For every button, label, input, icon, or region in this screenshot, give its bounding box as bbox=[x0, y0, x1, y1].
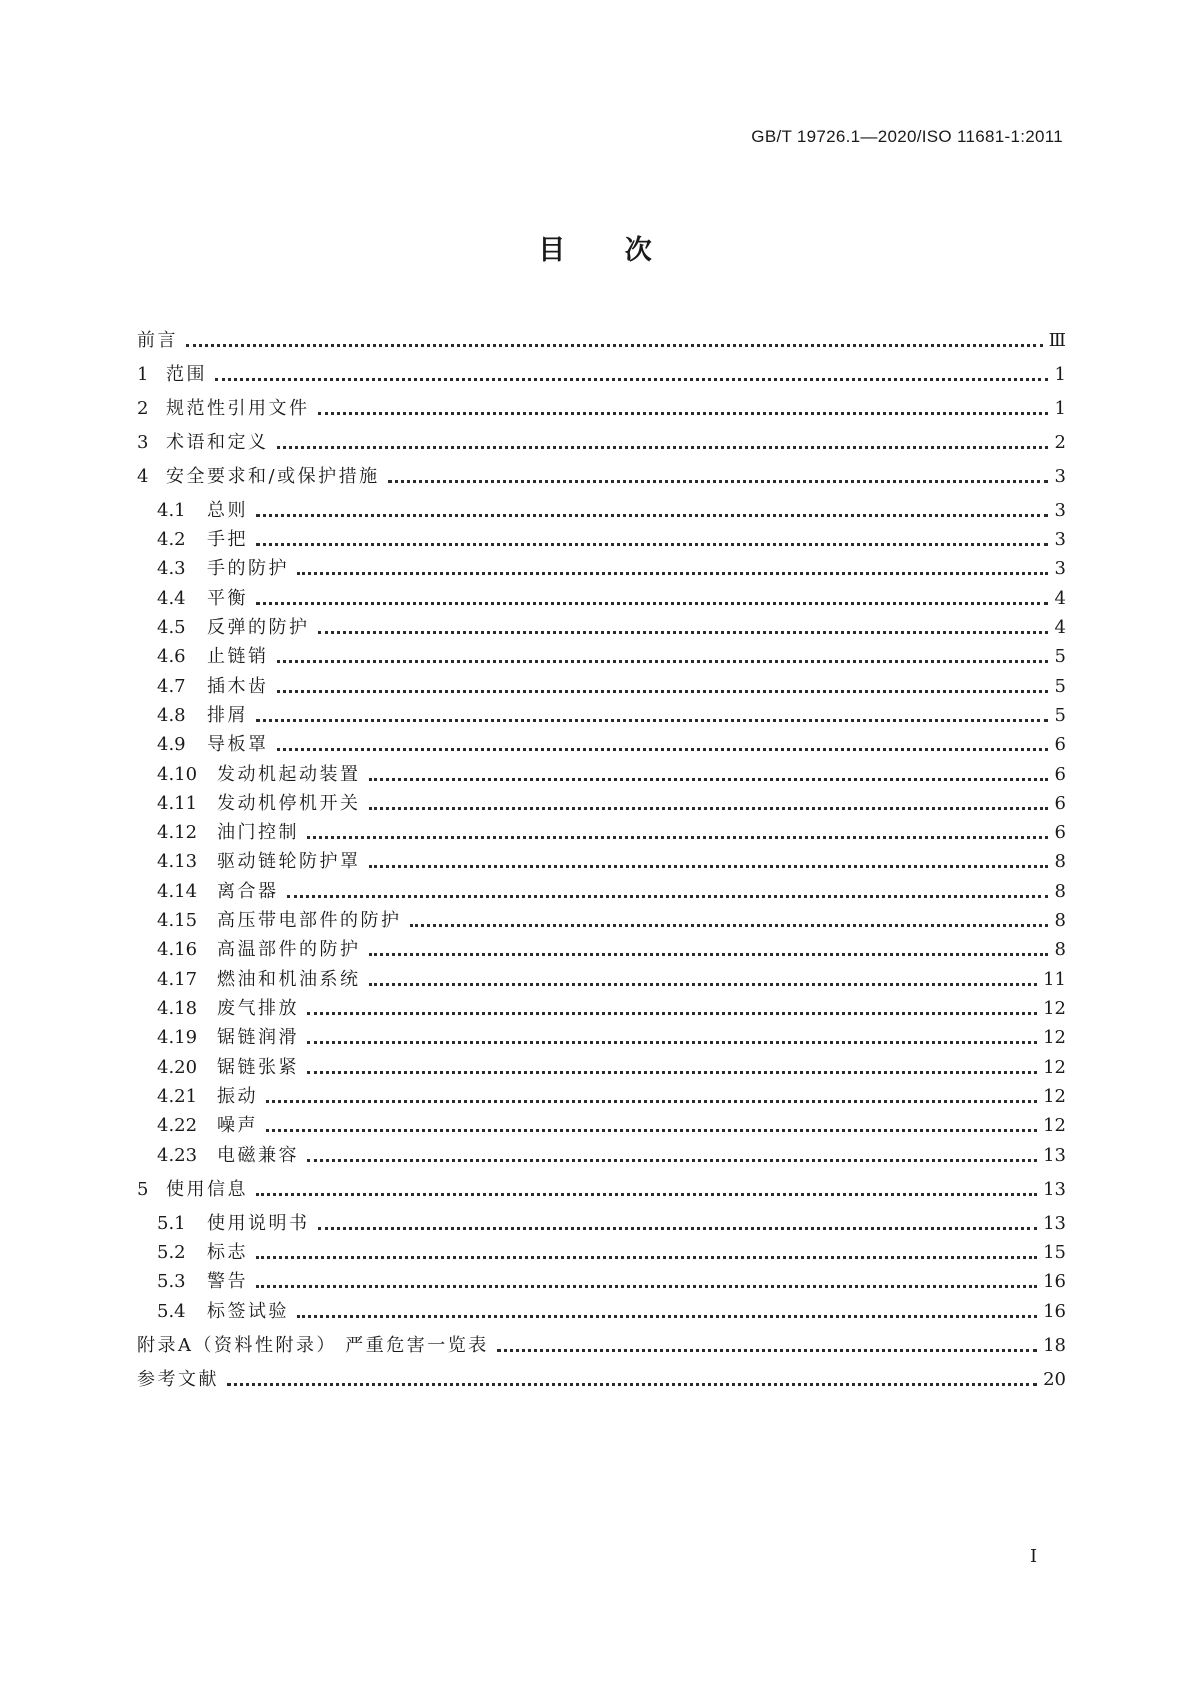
toc-entry-label: 锯链张紧 bbox=[217, 1057, 299, 1078]
toc-entry[interactable] bbox=[157, 732, 1066, 758]
toc-entry-number: 4.12 bbox=[157, 822, 198, 843]
toc-dot-leader bbox=[277, 690, 1049, 693]
toc-entry-label: 高温部件的防护 bbox=[217, 939, 361, 960]
toc-entry-label: 前言 bbox=[137, 330, 178, 351]
toc-entry-label: 标志 bbox=[207, 1242, 248, 1263]
toc-entry-number: 2 bbox=[137, 398, 149, 419]
toc-dot-leader bbox=[256, 602, 1048, 605]
toc-entry-page: 5 bbox=[1054, 676, 1066, 697]
toc-entry-label: 使用信息 bbox=[166, 1179, 248, 1200]
toc-entry-page: 1 bbox=[1054, 398, 1066, 419]
toc-dot-leader bbox=[256, 1256, 1037, 1259]
toc-entry[interactable] bbox=[157, 879, 1066, 905]
page-number: I bbox=[1030, 1546, 1038, 1567]
toc-entry[interactable] bbox=[137, 396, 1066, 422]
toc-entry-label: 手把 bbox=[207, 529, 248, 550]
toc-entry[interactable] bbox=[157, 1211, 1066, 1237]
toc-entry-label: 警告 bbox=[207, 1271, 248, 1292]
toc-entry-number: 4.3 bbox=[157, 558, 186, 579]
toc-entry-page: 13 bbox=[1043, 1213, 1066, 1234]
toc-entry-number: 4.1 bbox=[157, 500, 186, 521]
toc-entry[interactable] bbox=[157, 674, 1066, 700]
toc-dot-leader bbox=[256, 1285, 1037, 1288]
toc-entry-label: 规范性引用文件 bbox=[166, 398, 310, 419]
toc-entry-page: 5 bbox=[1054, 646, 1066, 667]
toc-entry-label: 平衡 bbox=[207, 588, 248, 609]
toc-entry-number: 4.5 bbox=[157, 617, 186, 638]
toc-entry-label: 锯链润滑 bbox=[217, 1027, 299, 1048]
toc-entry[interactable] bbox=[157, 967, 1066, 993]
toc-entry[interactable] bbox=[157, 1269, 1066, 1295]
toc-entry-label: 高压带电部件的防护 bbox=[217, 910, 402, 931]
toc-entry[interactable] bbox=[157, 586, 1066, 612]
toc-entry[interactable] bbox=[157, 527, 1066, 553]
toc-entry-page: 5 bbox=[1054, 705, 1066, 726]
toc-dot-leader bbox=[307, 1012, 1037, 1015]
toc-dot-leader bbox=[318, 1227, 1038, 1230]
toc-entry-label: 手的防护 bbox=[207, 558, 289, 579]
toc-entry-number: 4.20 bbox=[157, 1057, 198, 1078]
toc-entry[interactable] bbox=[157, 1113, 1066, 1139]
toc-dot-leader bbox=[277, 748, 1049, 751]
toc-entry-page: 12 bbox=[1043, 1086, 1066, 1107]
toc-dot-leader bbox=[256, 543, 1048, 546]
toc-entry-page: 6 bbox=[1054, 822, 1066, 843]
toc-entry[interactable] bbox=[137, 430, 1066, 456]
toc-entry[interactable] bbox=[157, 615, 1066, 641]
toc-dot-leader bbox=[307, 836, 1048, 839]
toc-entry-number: 4.15 bbox=[157, 910, 198, 931]
toc-entry[interactable] bbox=[157, 1299, 1066, 1325]
toc-entry-label: 范围 bbox=[166, 364, 207, 385]
toc-entry[interactable] bbox=[157, 1084, 1066, 1110]
toc-entry[interactable] bbox=[157, 498, 1066, 524]
toc-dot-leader bbox=[369, 807, 1049, 810]
toc-entry-label: 废气排放 bbox=[217, 998, 299, 1019]
toc-entry-label: 发动机起动装置 bbox=[217, 764, 361, 785]
toc-entry-label: 离合器 bbox=[217, 881, 279, 902]
toc-entry[interactable] bbox=[157, 644, 1066, 670]
toc-entry-label: 插木齿 bbox=[207, 676, 269, 697]
toc-entry-number: 5.4 bbox=[157, 1301, 186, 1322]
toc-entry-number: 4 bbox=[137, 466, 149, 487]
toc-entry-page: 6 bbox=[1054, 734, 1066, 755]
toc-entry-label: 排屑 bbox=[207, 705, 248, 726]
toc-entry-label: 使用说明书 bbox=[207, 1213, 310, 1234]
toc-entry[interactable] bbox=[157, 996, 1066, 1022]
toc-entry-page: 3 bbox=[1054, 529, 1066, 550]
toc-entry-page: 4 bbox=[1054, 617, 1066, 638]
toc-dot-leader bbox=[266, 1100, 1037, 1103]
toc-dot-leader bbox=[227, 1383, 1037, 1386]
toc-entry-page: 3 bbox=[1054, 466, 1066, 487]
toc-entry-page: 12 bbox=[1043, 1057, 1066, 1078]
toc-entry[interactable] bbox=[157, 1025, 1066, 1051]
toc-dot-leader bbox=[287, 895, 1049, 898]
toc-entry-label: 燃油和机油系统 bbox=[217, 969, 361, 990]
toc-dot-leader bbox=[277, 446, 1049, 449]
toc-dot-leader bbox=[369, 778, 1049, 781]
toc-entry-page: 15 bbox=[1043, 1242, 1066, 1263]
toc-entry-page: 3 bbox=[1054, 500, 1066, 521]
toc-dot-leader bbox=[369, 865, 1049, 868]
toc-entry-page: 12 bbox=[1043, 1115, 1066, 1136]
toc-entry[interactable] bbox=[137, 1333, 1066, 1359]
toc-entry-number: 4.22 bbox=[157, 1115, 198, 1136]
toc-entry-page: 18 bbox=[1043, 1335, 1066, 1356]
toc-entry-page: 4 bbox=[1054, 588, 1066, 609]
toc-dot-leader bbox=[318, 631, 1049, 634]
toc-entry[interactable] bbox=[157, 556, 1066, 582]
toc-dot-leader bbox=[256, 514, 1048, 517]
toc-entry-number: 3 bbox=[137, 432, 149, 453]
toc-entry-number: 5 bbox=[137, 1179, 149, 1200]
toc-entry-number: 1 bbox=[137, 364, 149, 385]
toc-entry-number: 4.11 bbox=[157, 793, 198, 814]
toc-entry[interactable] bbox=[157, 762, 1066, 788]
toc-entry-page: 8 bbox=[1054, 881, 1066, 902]
toc-entry-page: 16 bbox=[1043, 1271, 1066, 1292]
toc-entry-label: 发动机停机开关 bbox=[217, 793, 361, 814]
toc-entry-label: 振动 bbox=[217, 1086, 258, 1107]
toc-entry-page: 3 bbox=[1054, 558, 1066, 579]
toc-entry-label: 附录A（资料性附录） 严重危害一览表 bbox=[137, 1335, 489, 1356]
toc-entry-label: 油门控制 bbox=[217, 822, 299, 843]
toc-entry[interactable] bbox=[157, 820, 1066, 846]
toc-entry-label: 安全要求和/或保护措施 bbox=[166, 466, 380, 487]
toc-entry-number: 4.19 bbox=[157, 1027, 198, 1048]
toc-entry-page: 8 bbox=[1054, 939, 1066, 960]
toc-entry[interactable] bbox=[157, 1143, 1066, 1169]
toc-entry-label: 电磁兼容 bbox=[217, 1145, 299, 1166]
toc-entry-number: 4.10 bbox=[157, 764, 198, 785]
toc-entry-page: Ⅲ bbox=[1048, 330, 1066, 351]
toc-entry-page: 12 bbox=[1043, 1027, 1066, 1048]
toc-entry[interactable] bbox=[157, 908, 1066, 934]
toc-entry-label: 止链销 bbox=[207, 646, 269, 667]
toc-dot-leader bbox=[215, 378, 1048, 381]
toc-entry-number: 5.1 bbox=[157, 1213, 186, 1234]
toc-dot-leader bbox=[186, 344, 1043, 347]
toc-entry-label: 术语和定义 bbox=[166, 432, 269, 453]
toc-dot-leader bbox=[318, 412, 1049, 415]
toc-dot-leader bbox=[369, 953, 1049, 956]
toc-entry[interactable] bbox=[157, 849, 1066, 875]
toc-entry[interactable] bbox=[157, 1055, 1066, 1081]
toc-entry-number: 4.9 bbox=[157, 734, 186, 755]
toc-entry-page: 13 bbox=[1043, 1179, 1066, 1200]
toc-entry-label: 反弹的防护 bbox=[207, 617, 310, 638]
toc-dot-leader bbox=[388, 480, 1048, 483]
toc-entry[interactable] bbox=[137, 1367, 1066, 1393]
toc-entry-label: 噪声 bbox=[217, 1115, 258, 1136]
toc-entry-number: 4.17 bbox=[157, 969, 198, 990]
toc-dot-leader bbox=[256, 1193, 1037, 1196]
toc-entry-page: 13 bbox=[1043, 1145, 1066, 1166]
page-title: 目 次 bbox=[538, 235, 653, 266]
toc-dot-leader bbox=[369, 983, 1038, 986]
toc-entry[interactable] bbox=[137, 328, 1066, 354]
toc-entry-number: 4.4 bbox=[157, 588, 186, 609]
toc-entry-page: 6 bbox=[1054, 793, 1066, 814]
toc-dot-leader bbox=[297, 572, 1048, 575]
toc-entry-number: 4.8 bbox=[157, 705, 186, 726]
toc-entry-number: 4.6 bbox=[157, 646, 186, 667]
toc-entry-number: 4.21 bbox=[157, 1086, 198, 1107]
toc-entry-page: 1 bbox=[1054, 364, 1066, 385]
toc-entry-number: 4.2 bbox=[157, 529, 186, 550]
toc-dot-leader bbox=[266, 1129, 1037, 1132]
toc-entry-number: 4.18 bbox=[157, 998, 198, 1019]
toc-entry-page: 8 bbox=[1054, 910, 1066, 931]
toc-entry[interactable] bbox=[137, 362, 1066, 388]
toc-dot-leader bbox=[256, 719, 1048, 722]
toc-entry-label: 参考文献 bbox=[137, 1369, 219, 1390]
toc-entry-number: 5.2 bbox=[157, 1242, 186, 1263]
toc-dot-leader bbox=[497, 1349, 1037, 1352]
toc-entry-label: 总则 bbox=[207, 500, 248, 521]
toc-dot-leader bbox=[307, 1159, 1037, 1162]
toc-dot-leader bbox=[297, 1315, 1037, 1318]
toc-entry-label: 导板罩 bbox=[207, 734, 269, 755]
toc-entry-number: 4.7 bbox=[157, 676, 186, 697]
toc-entry-label: 驱动链轮防护罩 bbox=[217, 851, 361, 872]
toc-entry[interactable] bbox=[157, 937, 1066, 963]
toc-dot-leader bbox=[410, 924, 1049, 927]
toc-entry-page: 8 bbox=[1054, 851, 1066, 872]
toc-entry-number: 4.23 bbox=[157, 1145, 198, 1166]
toc-entry-page: 12 bbox=[1043, 998, 1066, 1019]
toc-dot-leader bbox=[277, 660, 1049, 663]
toc-entry[interactable] bbox=[137, 1177, 1066, 1203]
toc-entry[interactable] bbox=[157, 791, 1066, 817]
toc-entry-page: 20 bbox=[1043, 1369, 1066, 1390]
toc-entry-page: 6 bbox=[1054, 764, 1066, 785]
toc-entry-number: 5.3 bbox=[157, 1271, 186, 1292]
toc-entry[interactable] bbox=[137, 464, 1066, 490]
toc-entry-number: 4.14 bbox=[157, 881, 198, 902]
toc-entry-label: 标签试验 bbox=[207, 1301, 289, 1322]
toc-dot-leader bbox=[307, 1071, 1037, 1074]
toc-entry-page: 11 bbox=[1043, 969, 1066, 990]
toc-entry-page: 16 bbox=[1043, 1301, 1066, 1322]
standard-code: GB/T 19726.1—2020/ISO 11681-1:2011 bbox=[751, 127, 1063, 146]
toc-entry[interactable] bbox=[157, 703, 1066, 729]
toc-entry-page: 2 bbox=[1054, 432, 1066, 453]
toc-dot-leader bbox=[307, 1041, 1037, 1044]
toc-entry-number: 4.13 bbox=[157, 851, 198, 872]
toc-entry[interactable] bbox=[157, 1240, 1066, 1266]
toc-entry-number: 4.16 bbox=[157, 939, 198, 960]
